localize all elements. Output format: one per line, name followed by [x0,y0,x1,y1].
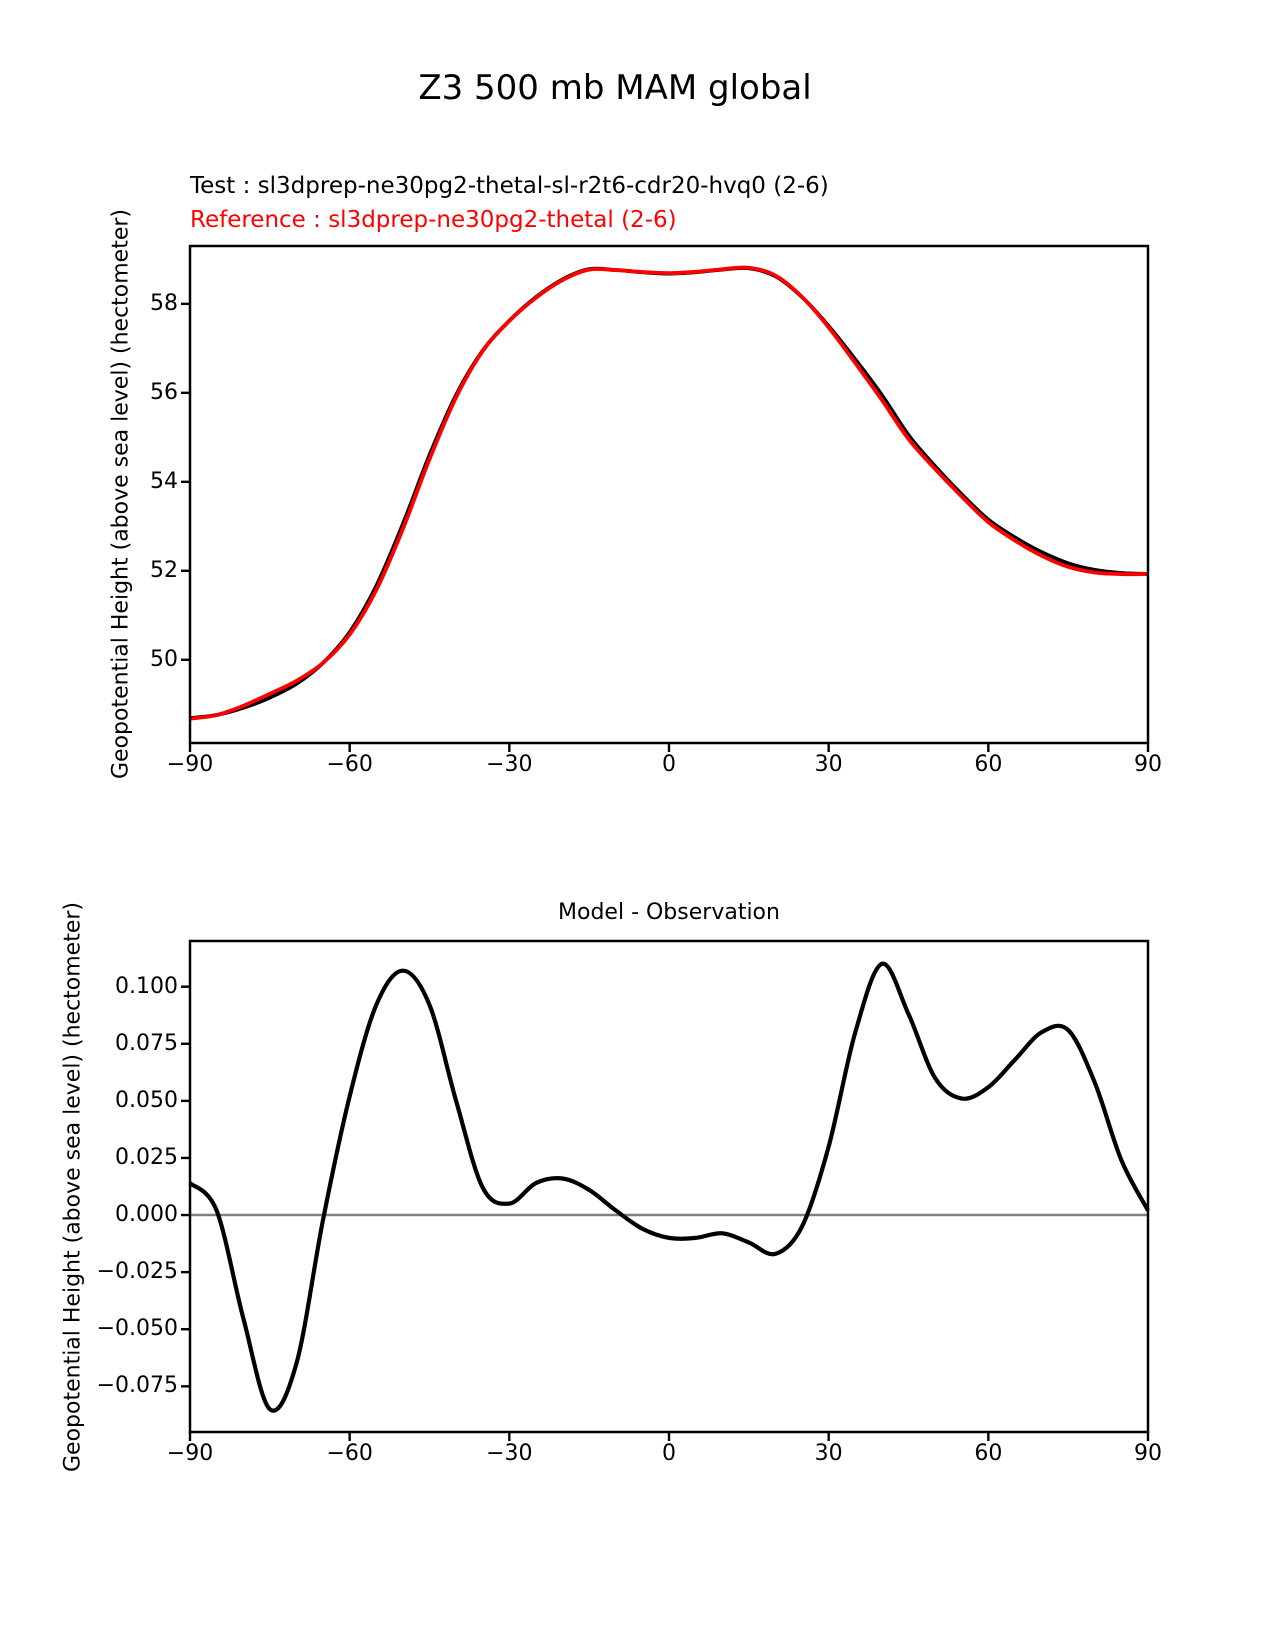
y-tick-label: 0.000 [115,1202,178,1228]
x-tick-label: 30 [814,1441,843,1466]
y-tick-label: 0.050 [115,1087,178,1113]
x-tick-label: 30 [814,752,843,777]
test-series-label: Test : sl3dprep-ne30pg2-thetal-sl-r2t6-cdr20-hvq0 (2-6) [190,173,829,199]
reference-series-label: Reference : sl3dprep-ne30pg2-thetal (2-6) [190,207,677,233]
x-tick-label: −90 [166,1441,214,1466]
y-tick-label: 54 [150,468,178,494]
x-tick-label: 60 [974,1441,1003,1466]
top-y-axis-label: Geopotential Height (above sea level) (hectometer) [108,208,134,780]
x-tick-label: 90 [1134,752,1162,777]
difference-plot-title: Model - Observation [558,900,780,925]
y-tick-label: 56 [150,379,178,405]
x-tick-label: −90 [166,752,214,777]
x-tick-label: 60 [974,752,1003,777]
y-tick-label: −0.075 [96,1373,178,1399]
bottom-y-axis-label: Geopotential Height (above sea level) (hectometer) [60,901,86,1473]
reference-curve [190,267,1148,718]
difference-curve [190,964,1148,1411]
x-tick-label: −60 [326,752,373,777]
x-tick-label: 0 [662,752,676,777]
x-tick-label: 0 [662,1441,676,1466]
x-tick-label: −60 [326,1441,373,1466]
y-tick-label: −0.050 [96,1316,178,1342]
axes-frame [190,941,1148,1432]
y-tick-label: 58 [150,290,178,316]
y-tick-label: −0.025 [96,1259,178,1285]
x-tick-label: −30 [486,752,533,777]
x-tick-label: −30 [486,1441,533,1466]
x-tick-label: 90 [1134,1441,1162,1466]
y-tick-label: 0.100 [115,973,178,999]
figure-title: Z3 500 mb MAM global [418,68,812,108]
y-tick-label: 52 [150,557,178,583]
y-tick-label: 0.025 [115,1144,178,1170]
y-tick-label: 50 [150,646,178,672]
axes-frame [190,246,1148,743]
y-tick-label: 0.075 [115,1030,178,1056]
